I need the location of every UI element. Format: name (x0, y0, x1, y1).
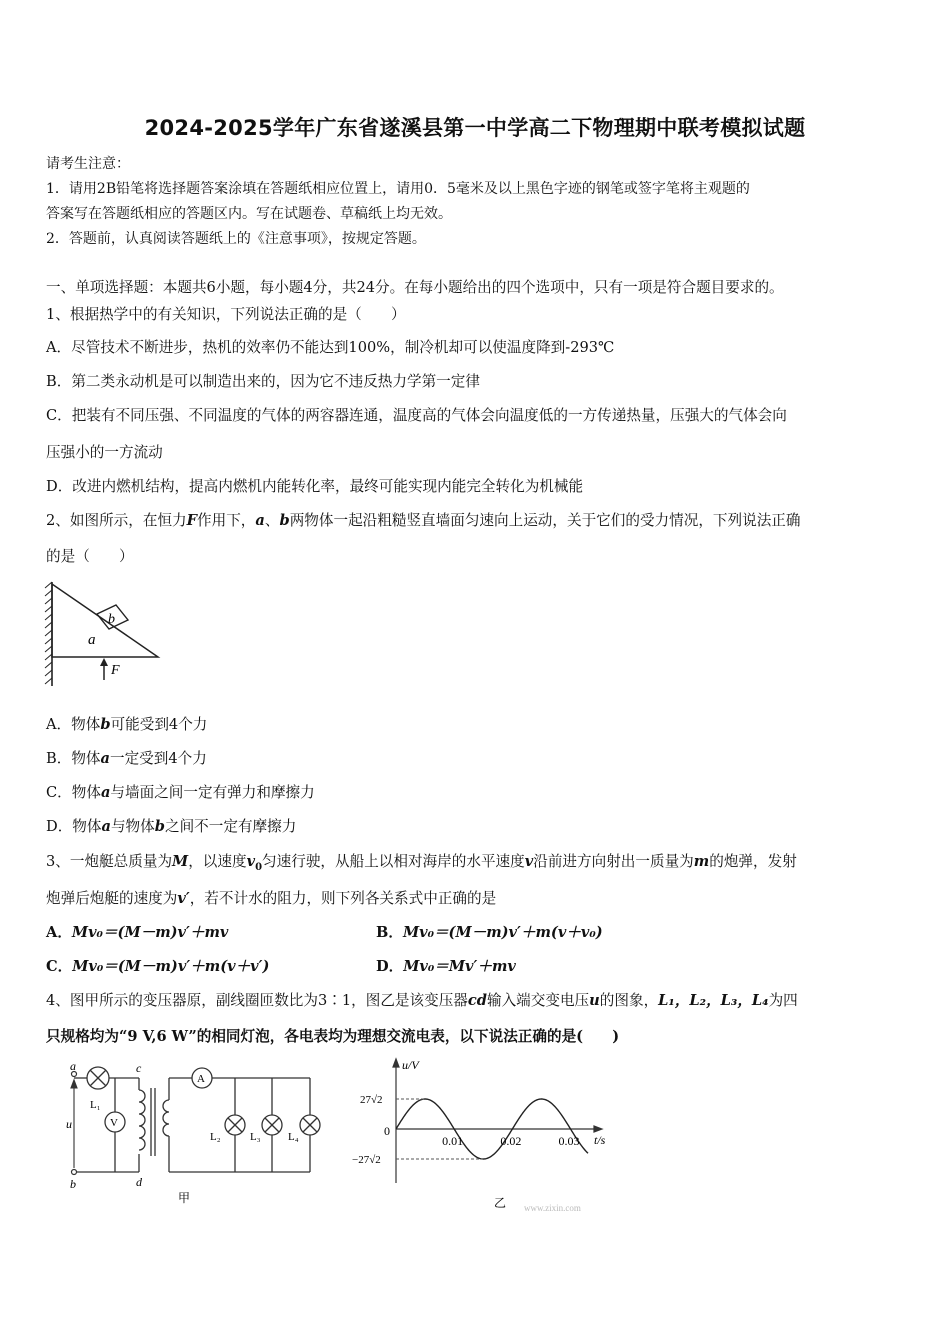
q3-option-label: B． (376, 924, 403, 941)
y-axis-label: u/V (402, 1058, 419, 1072)
x-axis-arrow (594, 1126, 602, 1132)
q2-text: D．物体 (46, 818, 102, 835)
q3-subscript: 0 (255, 861, 263, 873)
notice-item-2: 2．答题前，认真阅读答题纸上的《注意事项》，按规定答题。 (46, 231, 426, 247)
q3-option-expr: Mv₀＝(M－m)v′＋m(v＋v₀) (402, 924, 603, 941)
label-a: a (88, 632, 96, 648)
q2-figure-wedge (40, 578, 170, 690)
q3-var: M (172, 853, 189, 870)
q4-var: cd (467, 992, 487, 1009)
q4-stem-line1 (46, 989, 798, 1010)
notice-item-1a: 1．请用2B铅笔将选择题答案涂填在答题纸相应位置上，请用0．5毫米及以上黑色字迹的钢笔或签字笔将主观题的 (46, 181, 750, 197)
label-F: F (111, 663, 120, 678)
q2-text: 之间不一定有摩擦力 (164, 818, 297, 835)
q2-var: a (100, 750, 110, 767)
q2-option-c (46, 781, 315, 802)
section-heading: 一、单项选择题：本题共6小题，每小题4分，共24分。在每小题给出的四个选项中，只有一项是符合题目要求的。 (46, 279, 784, 296)
xtick-label: 0.02 (500, 1134, 522, 1148)
wedge-a (52, 584, 158, 657)
label-L2: L₂ (210, 1131, 221, 1143)
q3-option-label: A． (46, 924, 72, 941)
q2-var: a (100, 784, 111, 801)
q4-text: 输入端交变电压 (486, 992, 590, 1009)
q3-option-label: C． (46, 958, 73, 975)
q2-var: a (101, 818, 111, 835)
q3-option-expr: Mv₀＝Mv′＋mv (403, 958, 516, 975)
q3-text: 沿前进方向射出一质量为 (533, 853, 694, 870)
lamp-L2 (225, 1115, 245, 1135)
q3-text: 匀速行驶，从船上以相对海岸的水平速度 (262, 853, 525, 870)
label-b: b (108, 612, 115, 627)
q1-option-b: B．第二类永动机是可以制造出来的，因为它不违反热力学第一定律 (46, 373, 480, 390)
q2-text: 可能受到4个力 (110, 716, 208, 733)
q2-text: 与物体 (110, 818, 155, 835)
force-arrowhead (100, 658, 108, 666)
q3-text: ，以速度 (188, 853, 247, 870)
caption-jia: 甲 (178, 1191, 191, 1205)
q4-text: 的图象， (599, 992, 659, 1009)
q3-option-a (46, 921, 228, 942)
q2-var-F: F (186, 512, 198, 529)
q3-var: v (246, 853, 256, 870)
label-u: u (66, 1117, 72, 1131)
q2-text: 与墙面之间一定有弹力和摩擦力 (110, 784, 315, 801)
lamp-L4 (300, 1115, 320, 1135)
q2-text: B．物体 (46, 750, 101, 767)
q4-var: u (589, 992, 600, 1009)
q2-stem-line2: 的是（ ） (46, 548, 134, 565)
q3-option-b (376, 921, 603, 942)
ytick-bottom: −27√2 (352, 1154, 381, 1166)
circuit-figure (60, 1060, 325, 1210)
q3-text: 3、一炮艇总质量为 (46, 853, 173, 870)
q2-text: 、 (264, 512, 280, 529)
q3-var: v (524, 853, 534, 870)
q2-text: 一定受到4个力 (109, 750, 207, 767)
q3-text: 炮弹后炮艇的速度为 (46, 890, 178, 907)
wall-hatching (45, 582, 52, 684)
xtick-label: 0.03 (558, 1134, 580, 1148)
q4-var: L₁，L₂，L₃，L₄ (658, 992, 769, 1009)
label-a: a (70, 1060, 76, 1073)
q2-var-b: b (279, 512, 290, 529)
voltage-graph (350, 1055, 620, 1220)
label-c: c (136, 1061, 142, 1075)
label-A: A (197, 1073, 205, 1085)
q1-stem: 1、根据热学中的有关知识，下列说法正确的是（ ） (46, 306, 406, 323)
y-axis-arrow (393, 1059, 399, 1067)
label-L1: L₁ (90, 1099, 101, 1111)
q3-var: m (693, 853, 710, 870)
label-b: b (70, 1177, 76, 1191)
label-V: V (110, 1117, 118, 1129)
lamp-L1 (87, 1067, 109, 1089)
q2-option-a (46, 713, 207, 734)
notice-heading: 请考生注意： (46, 156, 130, 172)
q3-option-expr: Mv₀＝(M－m)v′＋mv (71, 924, 229, 941)
q3-option-label: D． (376, 958, 404, 975)
ytick-top: 27√2 (360, 1094, 383, 1106)
q1-option-d: D．改进内燃机结构，提高内燃机内能转化率，最终可能实现内能完全转化为机械能 (46, 478, 584, 495)
q3-option-expr: Mv₀＝(M－m)v′＋m(v＋v′) (72, 958, 270, 975)
q3-option-d (376, 955, 516, 976)
q3-stem-line2 (46, 887, 496, 908)
q1-option-c-line2: 压强小的一方流动 (46, 444, 163, 461)
xtick-label: 0.01 (442, 1134, 464, 1148)
q2-var: b (100, 716, 111, 733)
label-L3: L₃ (250, 1131, 261, 1143)
q1-option-a: A．尽管技术不断进步，热机的效率仍不能达到100%，制冷机却可以使温度降到-293℃ (46, 339, 615, 356)
q4-stem-line2: 只规格均为“9 V,6 W”的相同灯泡，各电表均为理想交流电表，以下说法正确的是( ) (46, 1028, 620, 1045)
q3-stem-line1 (46, 850, 797, 873)
notice-item-1b: 答案写在答题纸相应的答题区内。写在试题卷、草稿纸上均无效。 (46, 206, 452, 222)
q4-text: 为四 (768, 992, 798, 1009)
q3-text: ，若不计水的阻力，则下列各关系式中正确的是 (189, 890, 497, 907)
q2-var: b (154, 818, 165, 835)
q2-var-a: a (255, 512, 265, 529)
terminal-b (72, 1170, 77, 1175)
label-d: d (136, 1175, 142, 1189)
q2-text: 两物体一起沿粗糙竖直墙面匀速向上运动，关于它们的受力情况，下列说法正确 (289, 512, 801, 529)
axes (393, 1059, 602, 1183)
x-axis-label: t/s (594, 1133, 606, 1147)
watermark: www.zixin.com (524, 1203, 581, 1213)
q2-text: 2、如图所示，在恒力 (46, 512, 187, 529)
page-title: 2024-2025学年广东省遂溪县第一中学高二下物理期中联考模拟试题 (144, 116, 806, 140)
q2-text: 作用下， (197, 512, 256, 529)
q3-var: v′ (177, 890, 190, 907)
q3-option-c (46, 955, 269, 976)
label-L4: L₄ (288, 1131, 299, 1143)
q4-text: 4、图甲所示的变压器原，副线圈匝数比为3∶1，图乙是该变压器 (46, 992, 468, 1009)
q2-text: A．物体 (46, 716, 101, 733)
q2-text: C．物体 (46, 784, 101, 801)
lamp-L3 (262, 1115, 282, 1135)
caption-yi: 乙 (494, 1196, 507, 1210)
q3-text: 的炮弹，发射 (709, 853, 797, 870)
origin-label: 0 (384, 1124, 390, 1138)
q2-stem-line1 (46, 509, 801, 530)
q2-option-b (46, 747, 207, 768)
q1-option-c-line1: C．把装有不同压强、不同温度的气体的两容器连通，温度高的气体会向温度低的一方传递热量，压强大的气体会向 (46, 407, 787, 424)
q2-option-d (46, 815, 296, 836)
